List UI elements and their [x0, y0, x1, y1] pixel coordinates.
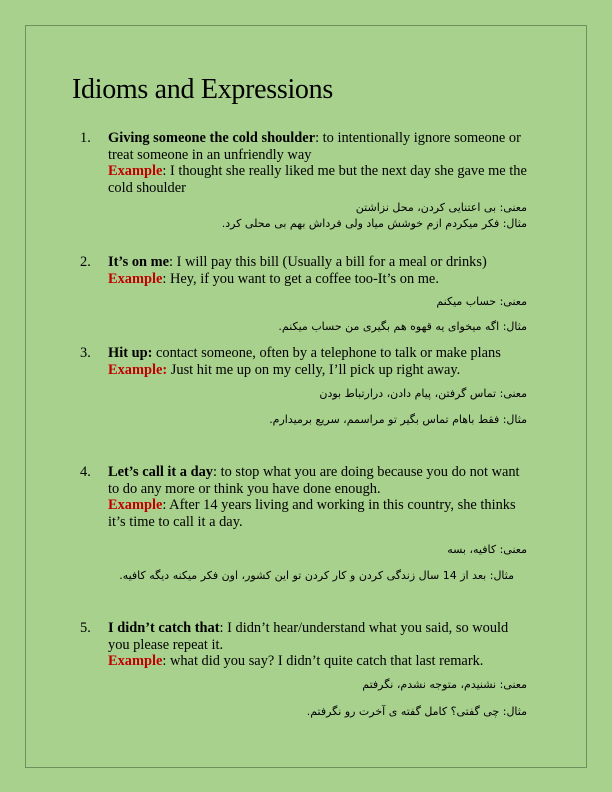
idiom-item — [80, 130, 530, 196]
persian-example: مثال: اگه میخوای یه قهوه هم بگیری من حساب میکنم. — [278, 320, 527, 333]
idiom-term: Giving someone the cold shoulder — [108, 130, 316, 146]
persian-meaning: معنی: بی اعتنایی کردن، محل نزاشتن — [355, 201, 527, 214]
idiom-example: : After 14 years living and working in this country, she thinks it’s time to call it a day. — [108, 497, 516, 530]
idiom-item: 3. Hit up: contact someone, often by a telephone to talk or make plans Example: Just hit me up on my celly, I’ll pick up right away. — [80, 345, 501, 378]
persian-example: مثال: فکر میکردم ازم خوشش میاد ولی فرداش بهم بی محلی کرد. — [221, 217, 527, 230]
example-label: Example — [108, 497, 163, 514]
item-number: 4. — [80, 464, 91, 480]
idiom-term: Let’s call it a day — [108, 464, 213, 480]
idiom-term: Hit up: — [108, 345, 153, 361]
idiom-term: It’s on me — [108, 254, 170, 270]
idiom-example: Just hit me up on my celly, I’ll pick up right away. — [167, 361, 461, 378]
example-label: Example — [108, 361, 163, 378]
idiom-definition: : to stop what you are doing because you do not want to do any more or think you have done enough. — [108, 464, 520, 497]
example-label: Example — [108, 270, 163, 287]
item-number: 2. — [80, 254, 91, 270]
idiom-definition: : to intentionally ignore someone or treat someone in an unfriendly way — [108, 130, 521, 163]
item-number: 1. — [80, 130, 91, 146]
idiom-item — [80, 254, 530, 287]
idiom-item — [80, 464, 530, 530]
persian-example: مثال: بعد از 14 سال زندگی کردن و کار کردن تو این کشور، اون فکر میکنه دیگه کافیه. — [119, 569, 514, 582]
idiom-definition: contact someone, often by a telephone to talk or make plans — [152, 345, 501, 361]
idiom-item — [80, 620, 530, 670]
persian-example: مثال: فقط باهام تماس بگیر تو مراسمم، سریع برمیدارم. — [269, 413, 527, 426]
idiom-example: : Hey, if you want to get a coffee too-It’s on me. — [162, 270, 439, 287]
persian-meaning: معنی: نشنیدم، متوجه نشدم، نگرفتم — [362, 678, 527, 691]
example-label: Example — [108, 163, 163, 180]
idiom-definition: : I didn’t hear/understand what you said, so would you please repeat it. — [108, 620, 509, 653]
item-number: 5. — [80, 620, 91, 636]
persian-meaning: معنی: حساب میکنم — [436, 295, 527, 308]
idiom-term: I didn’t catch that — [108, 620, 220, 636]
persian-example: مثال: چی گفتی؟ کامل گفته ی آخرت رو نگرفتم. — [306, 705, 527, 718]
persian-meaning: معنی: تماس گرفتن، پیام دادن، درارتباط بودن — [319, 387, 527, 400]
idiom-example: : I thought she really liked me but the next day she gave me the cold shoulder — [108, 163, 527, 196]
persian-meaning: معنی: کافیه، بسه — [447, 543, 527, 556]
example-label: Example — [108, 653, 163, 670]
page-title: Idioms and Expressions — [72, 74, 333, 105]
item-number: 3. — [80, 345, 91, 361]
idiom-example: : what did you say? I didn’t quite catch that last remark. — [162, 653, 484, 670]
idiom-definition: : I will pay this bill (Usually a bill for a meal or drinks) — [169, 254, 487, 270]
